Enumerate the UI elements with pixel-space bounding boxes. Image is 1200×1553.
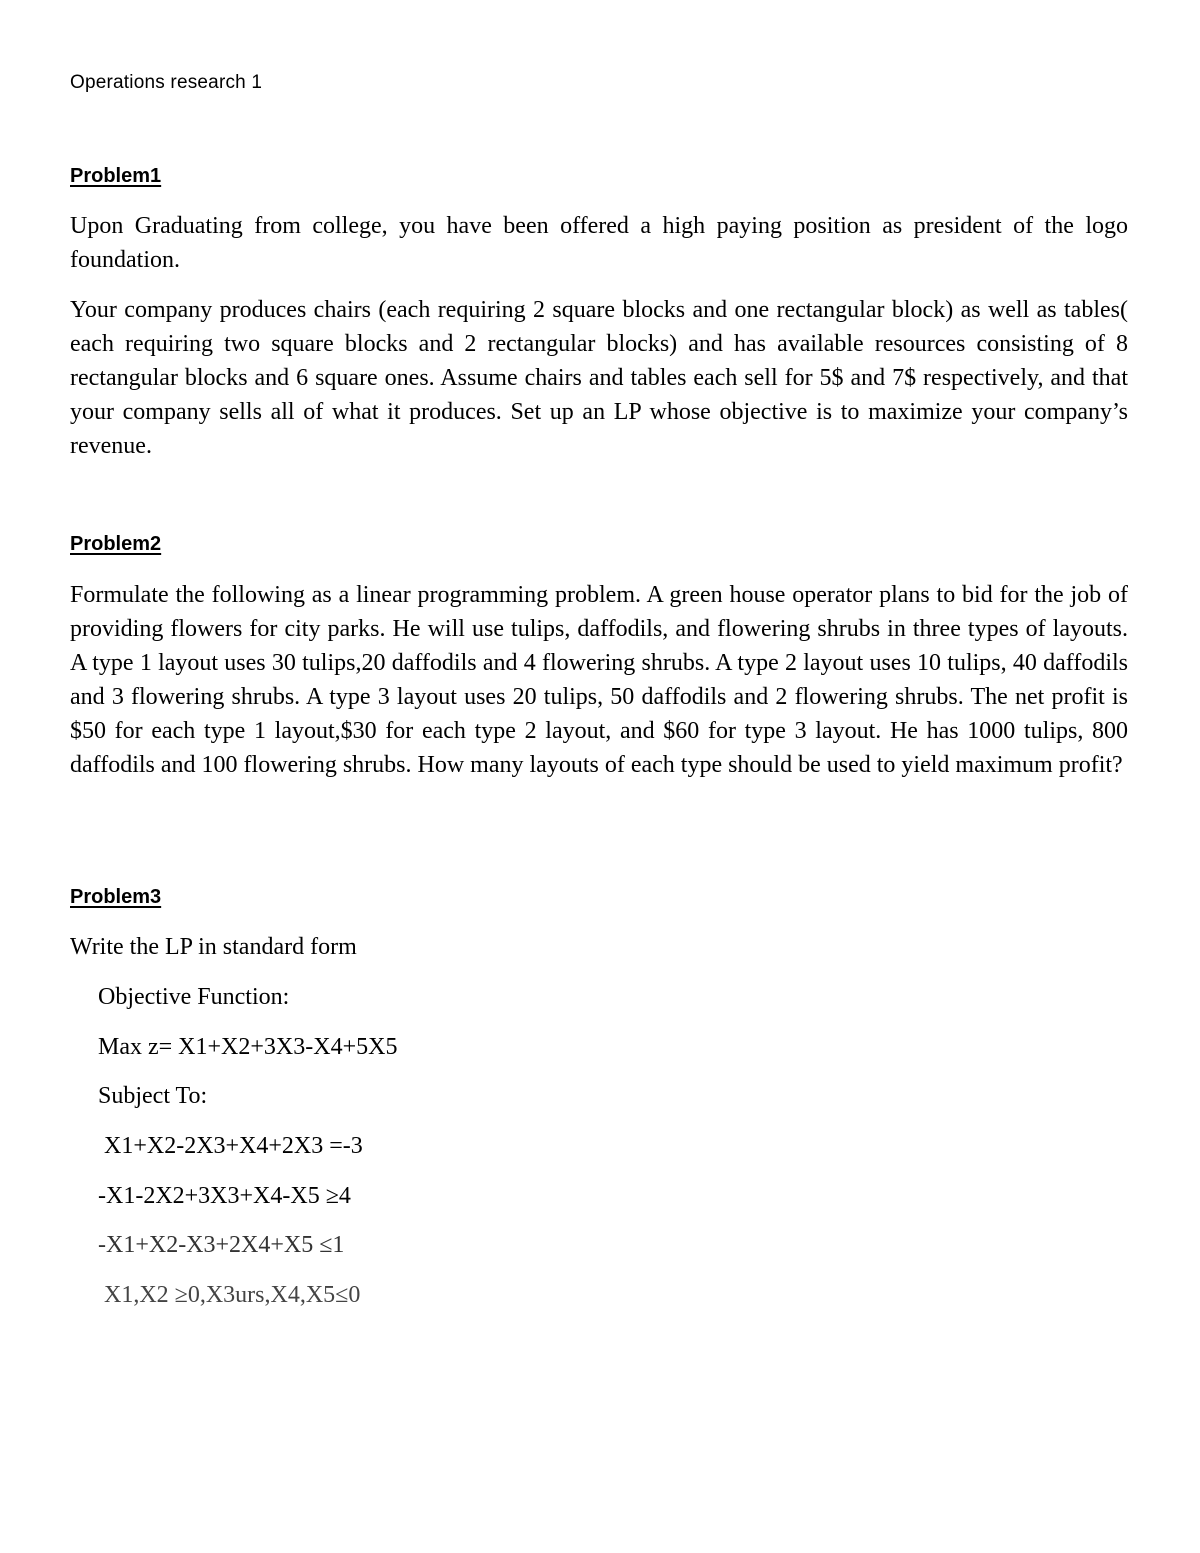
problem3-heading: Problem3 — [70, 886, 162, 908]
problem3-intro: Write the LP in standard form — [70, 934, 357, 960]
problem1-paragraph-1: Upon Graduating from college, you have been offered a high paying position as president of the logo foundation. — [70, 213, 1128, 273]
constraint-2: -X1-2X2+3X3+X4-X5 ≥4 — [98, 1183, 351, 1209]
constraint-1: X1+X2-2X3+X4+2X3 =-3 — [104, 1133, 363, 1159]
problem1-paragraph-2: Your company produces chairs (each requiring 2 square blocks and one rectangular block) as well as tables( each requiring two square blocks and 2 rectangular blocks) and has available resources consisting of 8 rectangular blocks and 6 square ones. Assume chairs and tables each sell for 5$ and 7$ respectively, and that your company sells all of what it produces. Set up an LP whose objective is to maximize your company’s revenue. — [70, 297, 1128, 459]
objective-function-label: Objective Function: — [98, 984, 290, 1010]
problem2-paragraph: Formulate the following as a linear programming problem. A green house operator plans to bid for the job of providing flowers for city parks. He will use tulips, daffodils, and flowering shrubs in three types of layouts. A type 1 layout uses 30 tulips,20 daffodils and 4 flowering shrubs. A type 2 layout uses 10 tulips, 40 daffodils and 3 flowering shrubs. A type 3 layout uses 20 tulips, 50 daffodils and 2 flowering shrubs. The net profit is $50 for each type 1 layout,$30 for each type 2 layout, and $60 for type 3 layout. He has 1000 tulips, 800 daffodils and 100 flowering shrubs. How many layouts of each type should be used to yield maximum profit? — [70, 582, 1128, 778]
constraint-3: -X1+X2-X3+2X4+X5 ≤1 — [98, 1232, 345, 1258]
document-header: Operations research 1 — [70, 72, 263, 93]
constraint-4: X1,X2 ≥0,X3urs,X4,X5≤0 — [104, 1282, 361, 1308]
problem1-heading: Problem1 — [70, 165, 162, 187]
problem2-heading: Problem2 — [70, 533, 162, 555]
objective-function: Max z= X1+X2+3X3-X4+5X5 — [98, 1034, 398, 1060]
subject-to-label: Subject To: — [98, 1083, 208, 1109]
